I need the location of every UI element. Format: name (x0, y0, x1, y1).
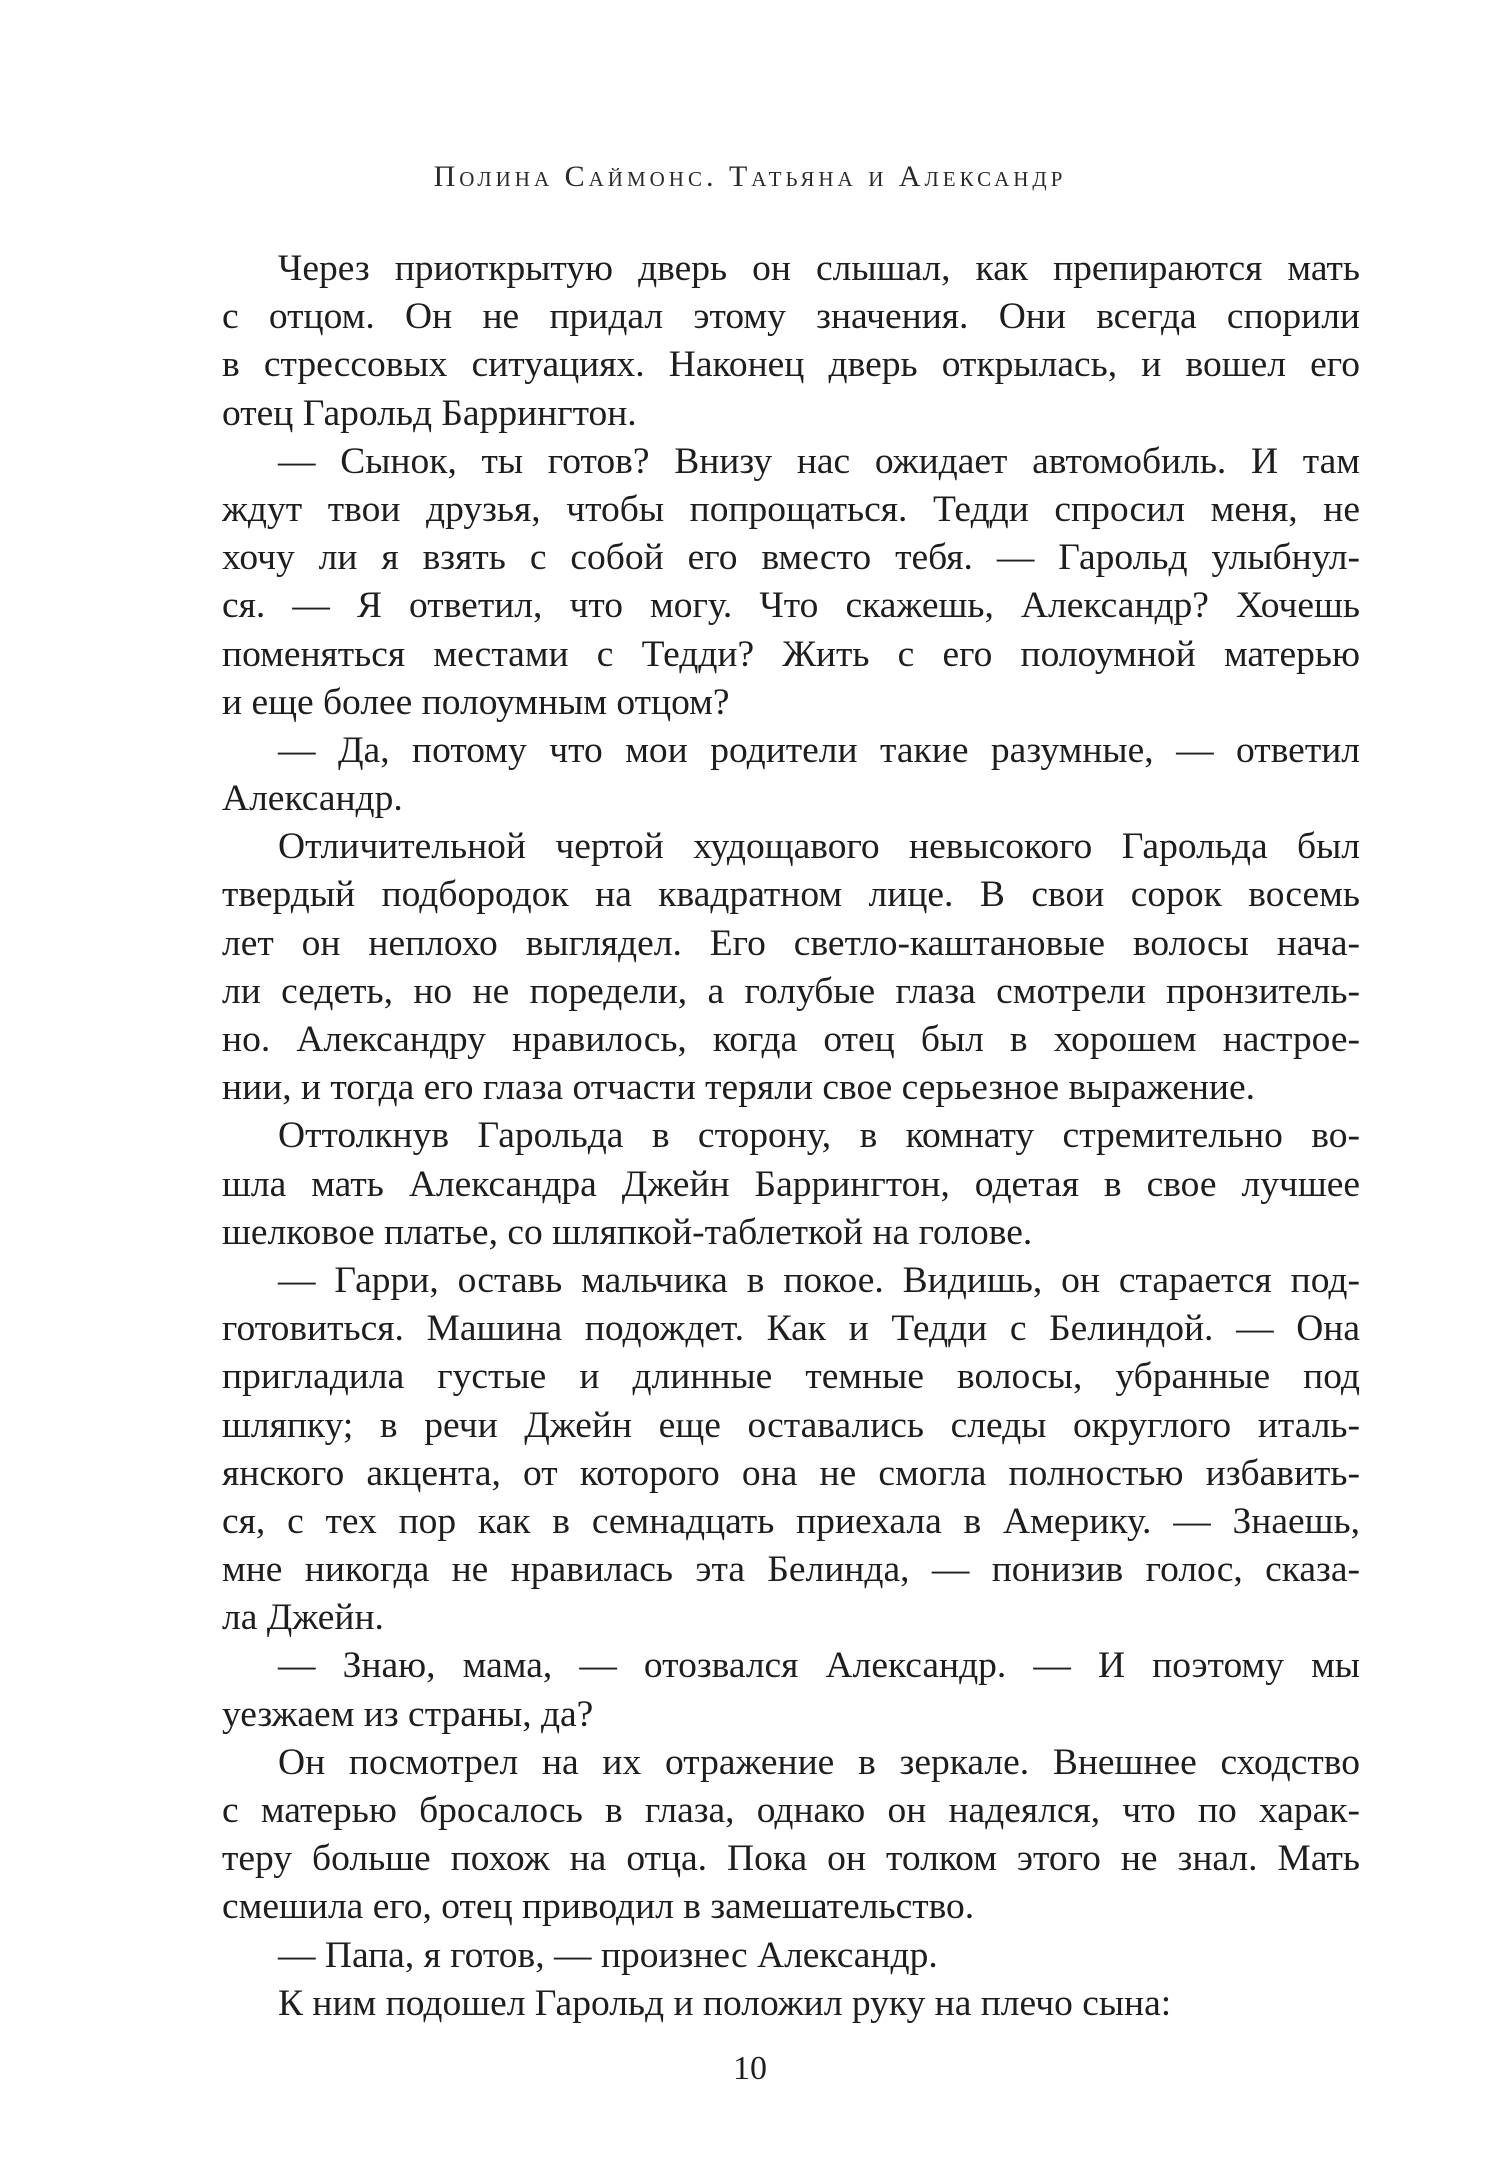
text-line: пригладила густые и длинные темные волосы, убранные под (222, 1356, 1360, 1398)
text-line: с матерью бросалось в глаза, однако он надеялся, что по харак- (222, 1790, 1360, 1831)
running-head: Полина Саймонс. Татьяна и Александр (433, 160, 1067, 193)
page-number: 10 (733, 2050, 767, 2087)
text-line: готовиться. Машина подождет. Как и Тедди с Белиндой. — Она (222, 1308, 1360, 1350)
text-line: нии, и тогда его глаза отчасти теряли свое серьезное выражение. (222, 1067, 1255, 1109)
text-line: ждут твои друзья, чтобы попрощаться. Тедди спросил меня, не (222, 488, 1360, 530)
text-line: — Гарри, оставь мальчика в покое. Видишь, он старается под- (278, 1259, 1360, 1301)
text-line: Александр. (222, 778, 403, 820)
text-line: шелковое платье, со шляпкой-таблеткой на голове. (222, 1211, 1033, 1253)
text-line: отец Гарольд Баррингтон. (222, 392, 637, 434)
text-line: ся. — Я ответил, что могу. Что скажешь, Александр? Хочешь (222, 585, 1360, 627)
text-line: Отличительной чертой худощавого невысокого Гарольда был (278, 826, 1360, 868)
text-line: лет он неплохо выглядел. Его светло-каштановые волосы нача- (222, 922, 1360, 964)
text-line: твердый подбородок на квадратном лице. В свои сорок восемь (222, 874, 1360, 916)
text-line: — Сынок, ты готов? Внизу нас ожидает автомобиль. И там (278, 440, 1360, 482)
text-line: — Знаю, мама, — отозвался Александр. — И поэтому мы (278, 1645, 1360, 1687)
text-line: шляпку; в речи Джейн еще оставались следы округлого италь- (222, 1404, 1360, 1446)
text-line: поменяться местами с Тедди? Жить с его полоумной матерью (222, 633, 1360, 675)
text-line: смешила его, отец приводил в замешательство. (222, 1886, 975, 1928)
text-line: — Папа, я готов, — произнес Александр. (278, 1934, 938, 1976)
text-line: ли седеть, но не поредели, а голубые глаза смотрели пронзитель- (222, 970, 1360, 1012)
text-line: ла Джейн. (222, 1597, 384, 1639)
body-text (222, 245, 1360, 2028)
text-line: теру больше похож на отца. Пока он толком этого не знал. Мать (222, 1838, 1360, 1880)
text-line: но. Александру нравилось, когда отец был в хорошем настрое- (222, 1019, 1360, 1060)
text-line: Через приоткрытую дверь он слышал, как препираются мать (278, 248, 1360, 289)
text-line: янского акцента, от которого она не смогла полностью избавить- (222, 1452, 1360, 1494)
text-line: — Да, потому что мои родители такие разумные, — ответил (278, 729, 1360, 771)
text-line: шла мать Александра Джейн Баррингтон, одетая в свое лучшее (222, 1163, 1360, 1205)
text-line: и еще более полоумным отцом? (222, 681, 730, 723)
text-line: уезжаем из страны, да? (222, 1693, 594, 1735)
text-line: Оттолкнув Гарольда в сторону, в комнату стремительно во- (278, 1115, 1360, 1157)
text-line: с отцом. Он не придал этому значения. Они всегда спорили (222, 296, 1360, 338)
text-line: хочу ли я взять с собой его вместо тебя. — Гарольд улыбнул- (222, 537, 1360, 579)
text-line: К ним подошел Гарольд и положил руку на плечо сына: (278, 1982, 1172, 2024)
text-line: Он посмотрел на их отражение в зеркале. Внешнее сходство (278, 1741, 1360, 1783)
text-line: мне никогда не нравилась эта Белинда, — понизив голос, сказа- (222, 1549, 1360, 1591)
text-line: ся, с тех пор как в семнадцать приехала в Америку. — Знаешь, (222, 1500, 1360, 1542)
text-line: в стрессовых ситуациях. Наконец дверь открылась, и вошел его (222, 344, 1360, 386)
